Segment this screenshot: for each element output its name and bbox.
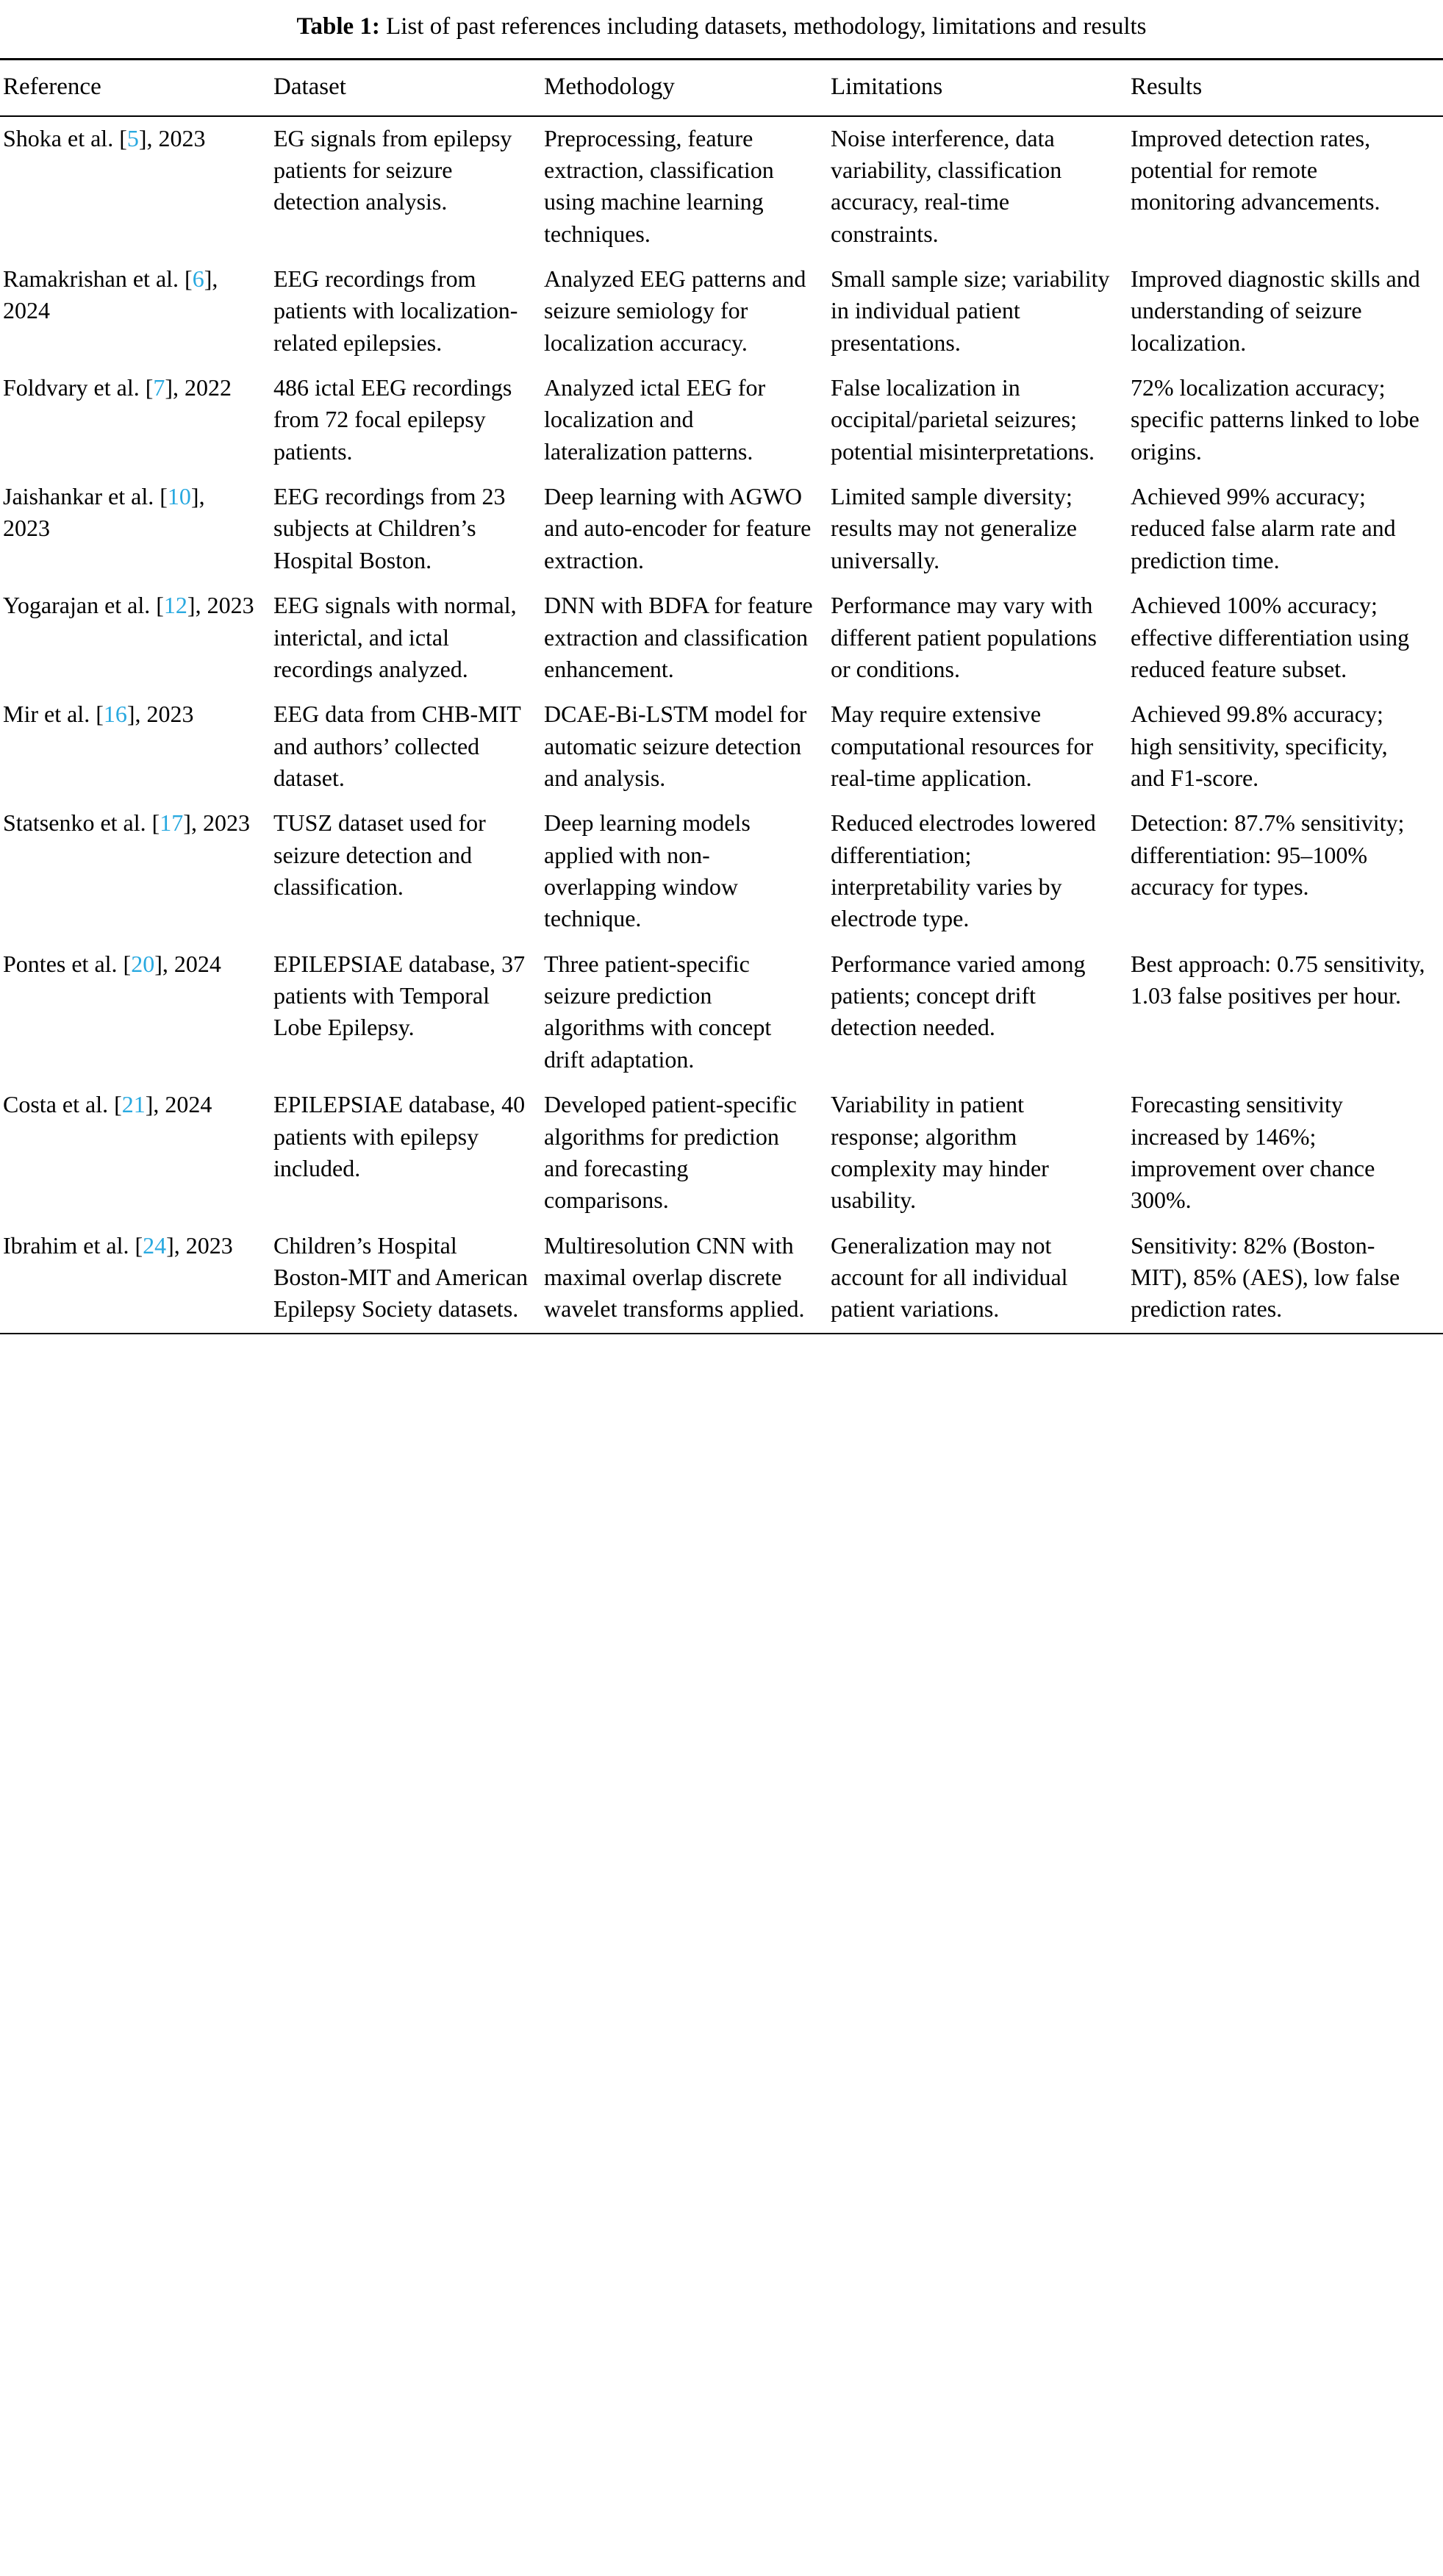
reference-author: Costa et al. [: [3, 1091, 122, 1118]
reference-author: Pontes et al. [: [3, 950, 132, 977]
cell-limitations: May require extensive computational resources for real-time application.: [831, 701, 1094, 791]
reference-author: Mir et al. [: [3, 701, 104, 728]
cell-reference: [0, 257, 273, 366]
table-row: [0, 584, 1443, 693]
citation-link[interactable]: 21: [121, 1091, 146, 1118]
reference-year: ], 2022: [165, 374, 232, 401]
table-row: [0, 366, 1443, 475]
cell-dataset: EEG data from CHB-MIT and authors’ collected dataset.: [273, 701, 521, 791]
column-header-limitations: Limitations: [831, 74, 943, 101]
citation-link[interactable]: 10: [167, 483, 191, 510]
cell-dataset: TUSZ dataset used for seizure detection and classification.: [273, 809, 486, 901]
references-table: [0, 58, 1443, 1334]
cell-results: Improved diagnostic skills and understanding of seizure localization.: [1131, 265, 1420, 356]
cell-results: Best approach: 0.75 sensitivity, 1.03 false positives per hour.: [1131, 950, 1425, 1009]
cell-reference: [0, 117, 273, 257]
reference-author: Foldvary et al. [: [3, 374, 154, 401]
reference-year: ], 2023: [183, 809, 250, 837]
column-header-results: Results: [1131, 74, 1203, 101]
citation-link[interactable]: 5: [126, 124, 139, 151]
reference-year: ], 2023: [187, 592, 254, 619]
table-caption: [0, 0, 1443, 58]
table-body: [0, 117, 1443, 1334]
cell-methodology: Three patient-specific seizure prediction algorithms with concept drift adaptation.: [544, 950, 772, 1073]
cell-dataset: EEG recordings from 23 subjects at Children’s Hospital Boston.: [273, 483, 506, 573]
cell-limitations: Limited sample diversity; results may not generalize universally.: [831, 483, 1077, 573]
reference-year: ], 2023: [138, 124, 206, 151]
reference-author: Statsenko et al. [: [3, 809, 160, 837]
cell-limitations: Small sample size; variability in individual patient presentations.: [831, 265, 1110, 356]
reference-year: ], 2024: [154, 950, 221, 977]
reference-author: Jaishankar et al. [: [3, 483, 168, 510]
citation-link[interactable]: 12: [163, 592, 187, 619]
reference-year: ], 2023: [3, 483, 205, 542]
table-row: [0, 693, 1443, 801]
cell-methodology: Deep learning with AGWO and auto-encoder for feature extraction.: [544, 483, 812, 573]
citation-link[interactable]: 24: [143, 1231, 167, 1259]
cell-reference: [0, 584, 273, 693]
table-row: [0, 1083, 1443, 1223]
table-row: [0, 1224, 1443, 1334]
cell-methodology: Preprocessing, feature extraction, classification using machine learning techniques.: [544, 124, 774, 247]
cell-limitations: Performance may vary with different patient populations or conditions.: [831, 592, 1097, 682]
citation-link[interactable]: 6: [192, 265, 204, 292]
cell-reference: [0, 1224, 273, 1334]
cell-methodology: DNN with BDFA for feature extraction and classification enhancement.: [544, 592, 813, 682]
cell-results: 72% localization accuracy; specific patterns linked to lobe origins.: [1131, 374, 1419, 465]
table-row: [0, 257, 1443, 366]
cell-limitations: Performance varied among patients; concept drift detection needed.: [831, 950, 1086, 1041]
reference-author: Yogarajan et al. [: [3, 592, 164, 619]
table-row: [0, 117, 1443, 257]
cell-dataset: EPILEPSIAE database, 40 patients with epilepsy included.: [273, 1091, 526, 1181]
cell-methodology: Developed patient-specific algorithms for prediction and forecasting comparisons.: [544, 1091, 797, 1214]
column-header-methodology: Methodology: [544, 74, 675, 101]
cell-reference: [0, 475, 273, 584]
cell-limitations: Reduced electrodes lowered differentiation; interpretability varies by electrode type.: [831, 809, 1096, 932]
cell-results: Achieved 99% accuracy; reduced false alarm rate and prediction time.: [1131, 483, 1396, 573]
reference-author: Ibrahim et al. [: [3, 1231, 143, 1259]
reference-author: Shoka et al. [: [3, 124, 127, 151]
cell-methodology: DCAE-Bi-LSTM model for automatic seizure detection and analysis.: [544, 701, 807, 791]
cell-reference: [0, 693, 273, 801]
reference-year: ], 2023: [126, 701, 194, 728]
table-row: [0, 942, 1443, 1083]
cell-dataset: EG signals from epilepsy patients for seizure detection analysis.: [273, 124, 512, 215]
cell-methodology: Deep learning models applied with non-overlapping window technique.: [544, 809, 751, 932]
table-caption-label: Table 1:: [296, 13, 380, 40]
table-header-row: [0, 60, 1443, 115]
cell-limitations: Generalization may not account for all individual patient variations.: [831, 1231, 1068, 1323]
citation-link[interactable]: 20: [131, 950, 155, 977]
cell-dataset: EEG recordings from patients with localization-related epilepsies.: [273, 265, 518, 356]
cell-results: Achieved 100% accuracy; effective differentiation using reduced feature subset.: [1131, 592, 1410, 682]
cell-reference: [0, 1083, 273, 1223]
cell-results: Achieved 99.8% accuracy; high sensitivity, specificity, and F1-score.: [1131, 701, 1388, 791]
cell-dataset: 486 ictal EEG recordings from 72 focal epilepsy patients.: [273, 374, 512, 465]
cell-methodology: Analyzed EEG patterns and seizure semiology for localization accuracy.: [544, 265, 806, 356]
citation-link[interactable]: 7: [153, 374, 165, 401]
cell-limitations: False localization in occipital/parietal seizures; potential misinterpretations.: [831, 374, 1095, 465]
cell-results: Forecasting sensitivity increased by 146%; improvement over chance 300%.: [1131, 1091, 1375, 1214]
citation-link[interactable]: 16: [103, 701, 127, 728]
cell-results: Improved detection rates, potential for remote monitoring advancements.: [1131, 124, 1381, 215]
cell-reference: [0, 942, 273, 1083]
cell-methodology: Analyzed ictal EEG for localization and lateralization patterns.: [544, 374, 766, 465]
cell-reference: [0, 366, 273, 475]
cell-dataset: Children’s Hospital Boston-MIT and American Epilepsy Society datasets.: [273, 1231, 529, 1323]
citation-link[interactable]: 17: [160, 809, 184, 837]
cell-dataset: EPILEPSIAE database, 37 patients with Temporal Lobe Epilepsy.: [273, 950, 526, 1041]
cell-limitations: Variability in patient response; algorithm complexity may hinder usability.: [831, 1091, 1049, 1214]
cell-results: Sensitivity: 82% (Boston-MIT), 85% (AES), low false prediction rates.: [1131, 1231, 1400, 1323]
cell-limitations: Noise interference, data variability, classification accuracy, real-time constraints.: [831, 124, 1062, 247]
reference-year: ], 2024: [145, 1091, 212, 1118]
table-row: [0, 801, 1443, 942]
table-header: [0, 60, 1443, 117]
table-caption-text: List of past references including datasets, methodology, limitations and results: [386, 13, 1147, 40]
table-row: [0, 475, 1443, 584]
cell-methodology: Multiresolution CNN with maximal overlap discrete wavelet transforms applied.: [544, 1231, 805, 1323]
reference-author: Ramakrishan et al. [: [3, 265, 193, 292]
column-header-dataset: Dataset: [273, 74, 346, 101]
column-header-reference: Reference: [3, 74, 101, 101]
cell-results: Detection: 87.7% sensitivity; differentiation: 95–100% accuracy for types.: [1131, 809, 1405, 901]
cell-reference: [0, 801, 273, 942]
reference-year: ], 2023: [166, 1231, 233, 1259]
cell-dataset: EEG signals with normal, interictal, and ictal recordings analyzed.: [273, 592, 517, 682]
reference-year: ], 2024: [3, 265, 218, 324]
